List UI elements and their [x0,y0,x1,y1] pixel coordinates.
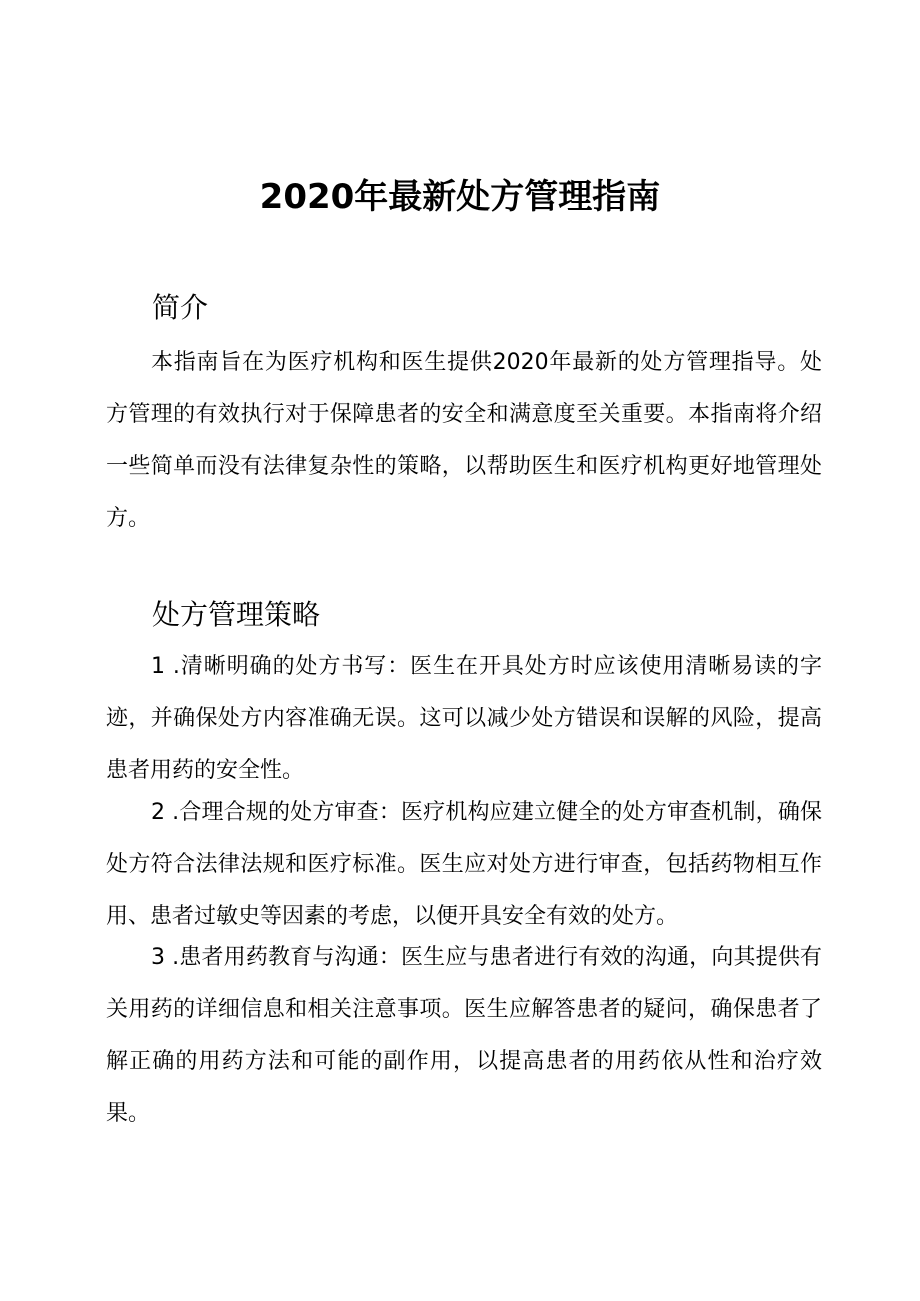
strategy-item-3: 3 .患者用药教育与沟通：医生应与患者进行有效的沟通，向其提供有关用药的详细信息和相关注意事项。医生应解答患者的疑问，确保患者了解正确的用药方法和可能的副作用，以提高患者的用药依从性和治疗效果。 [106,945,822,1126]
intro-paragraph: 本指南旨在为医疗机构和医生提供2020年最新的处方管理指导。处方管理的有效执行对于保障患者的安全和满意度至关重要。本指南将介绍一些简单而没有法律复杂性的策略，以帮助医生和医疗机构更好地管理处方。 [106,350,822,531]
section-heading-intro: 简介 [152,291,209,324]
strategy-item-1: 1 .清晰明确的处方书写：医生在开具处方时应该使用清晰易读的字迹，并确保处方内容准确无误。这可以减少处方错误和误解的风险，提高患者用药的安全性。 [106,654,822,783]
section-heading-strategies: 处方管理策略 [152,598,321,631]
document-title: 2020年最新处方管理指南 [259,177,661,217]
strategy-item-2: 2 .合理合规的处方审查：医疗机构应建立健全的处方审查机制，确保处方符合法律法规和医疗标准。医生应对处方进行审查，包括药物相互作用、患者过敏史等因素的考虑，以便开具安全有效的处方。 [106,800,822,929]
